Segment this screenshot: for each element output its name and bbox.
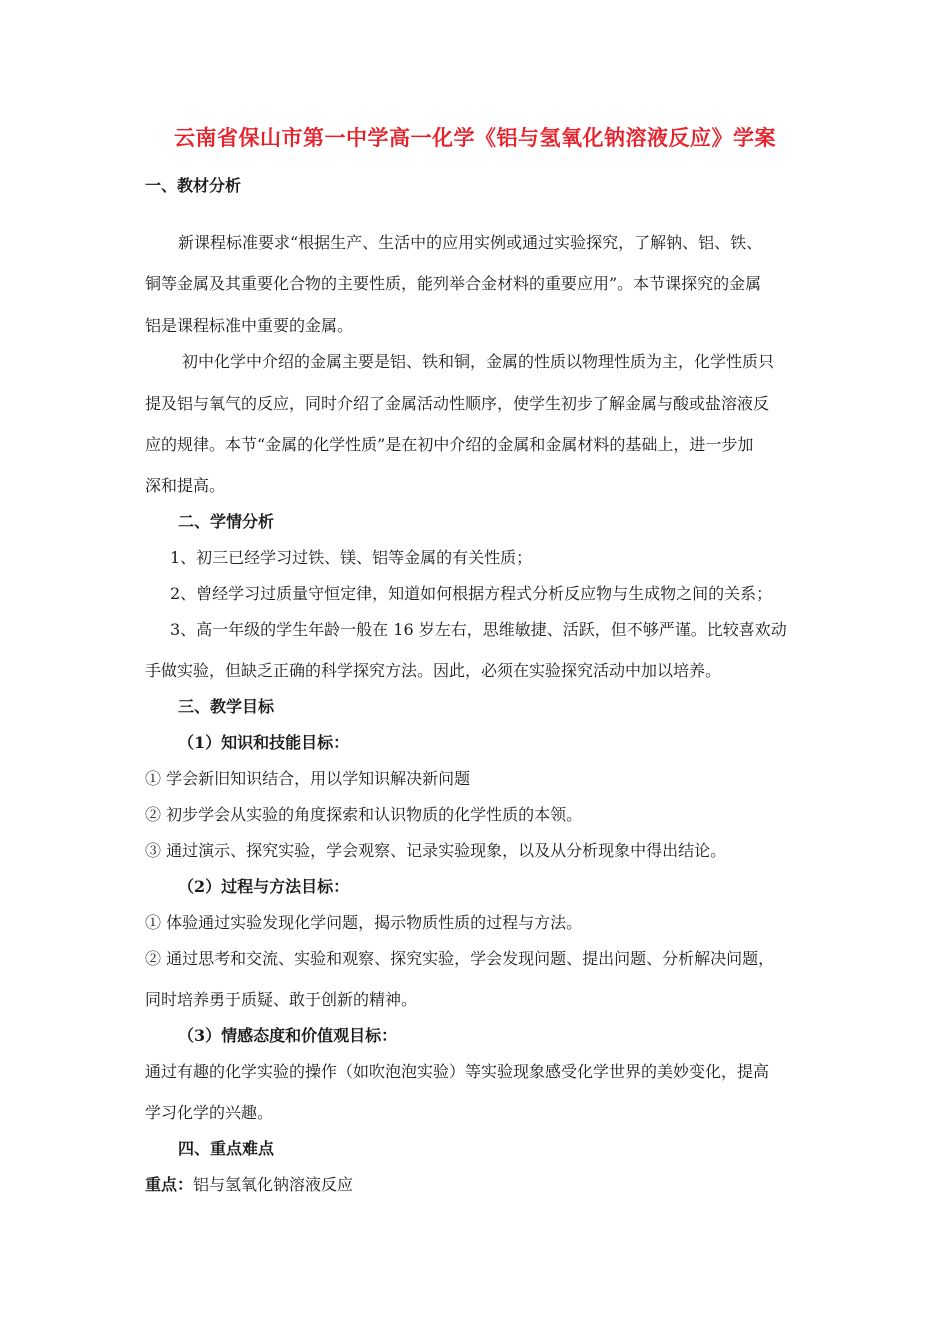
paragraph-line: 应的规律。本节“金属的化学性质”是在初中介绍的金属和金属材料的基础上，进一步加 bbox=[145, 435, 754, 454]
list-item: 2、曾经学习过质量守恒定律，知道如何根据方程式分析反应物与生成物之间的关系； bbox=[170, 584, 773, 603]
subsection-heading-process-methods: （2）过程与方法目标： bbox=[178, 877, 350, 896]
list-item: 手做实验，但缺乏正确的科学探究方法。因此，必须在实验探究活动中加以培养。 bbox=[145, 661, 722, 680]
paragraph-line: 铜等金属及其重要化合物的主要性质，能列举合金材料的重要应用”。本节课探究的金属 bbox=[145, 274, 762, 293]
subsection-heading-knowledge-skills: （1）知识和技能目标： bbox=[178, 733, 350, 752]
key-point-line bbox=[145, 1175, 353, 1195]
section-heading-textbook-analysis: 一、教材分析 bbox=[145, 176, 242, 195]
list-item: ③ 通过演示、探究实验，学会观察、记录实验现象，以及从分析现象中得出结论。 bbox=[145, 841, 727, 860]
list-item: 3、高一年级的学生年龄一般在 16 岁左右，思维敏捷、活跃，但不够严谨。比较喜欢动 bbox=[170, 620, 787, 639]
list-item: ② 初步学会从实验的角度探索和认识物质的化学性质的本领。 bbox=[145, 805, 583, 824]
paragraph-line: 提及铝与氧气的反应，同时介绍了金属活动性顺序，使学生初步了解金属与酸或盐溶液反 bbox=[145, 394, 770, 413]
section-heading-student-analysis: 二、学情分析 bbox=[178, 512, 275, 531]
paragraph-line: 深和提高。 bbox=[145, 476, 226, 495]
paragraph-line: 通过有趣的化学实验的操作（如吹泡泡实验）等实验现象感受化学世界的美妙变化，提高 bbox=[145, 1062, 770, 1081]
list-item: ① 体验通过实验发现化学问题，揭示物质性质的过程与方法。 bbox=[145, 913, 583, 932]
list-item: ① 学会新旧知识结合，用以学知识解决新问题 bbox=[145, 769, 471, 788]
list-item: 同时培养勇于质疑、敢于创新的精神。 bbox=[145, 990, 418, 1009]
paragraph-line: 初中化学中介绍的金属主要是铝、铁和铜，金属的性质以物理性质为主，化学性质只 bbox=[182, 352, 775, 371]
subsection-heading-emotion-values: （3）情感态度和价值观目标： bbox=[178, 1026, 398, 1045]
paragraph-line: 新课程标准要求“根据生产、生活中的应用实例或通过实验探究，了解钠、铝、铁、 bbox=[178, 233, 763, 252]
paragraph-line: 学习化学的兴趣。 bbox=[145, 1103, 274, 1122]
key-point-text: 铝与氢氧化钠溶液反应 bbox=[193, 1175, 354, 1194]
paragraph-line: 铝是课程标准中重要的金属。 bbox=[145, 316, 354, 335]
document-title: 云南省保山市第一中学高一化学《铝与氢氧化钠溶液反应》学案 bbox=[174, 125, 776, 150]
section-heading-key-difficulties: 四、重点难点 bbox=[178, 1139, 275, 1158]
list-item: 1、初三已经学习过铁、镁、铝等金属的有关性质； bbox=[170, 548, 533, 567]
section-heading-teaching-goals: 三、教学目标 bbox=[178, 697, 275, 716]
list-item: ② 通过思考和交流、实验和观察、探究实验，学会发现问题、提出问题、分析解决问题， bbox=[145, 949, 775, 968]
key-point-label: 重点： bbox=[145, 1175, 194, 1194]
